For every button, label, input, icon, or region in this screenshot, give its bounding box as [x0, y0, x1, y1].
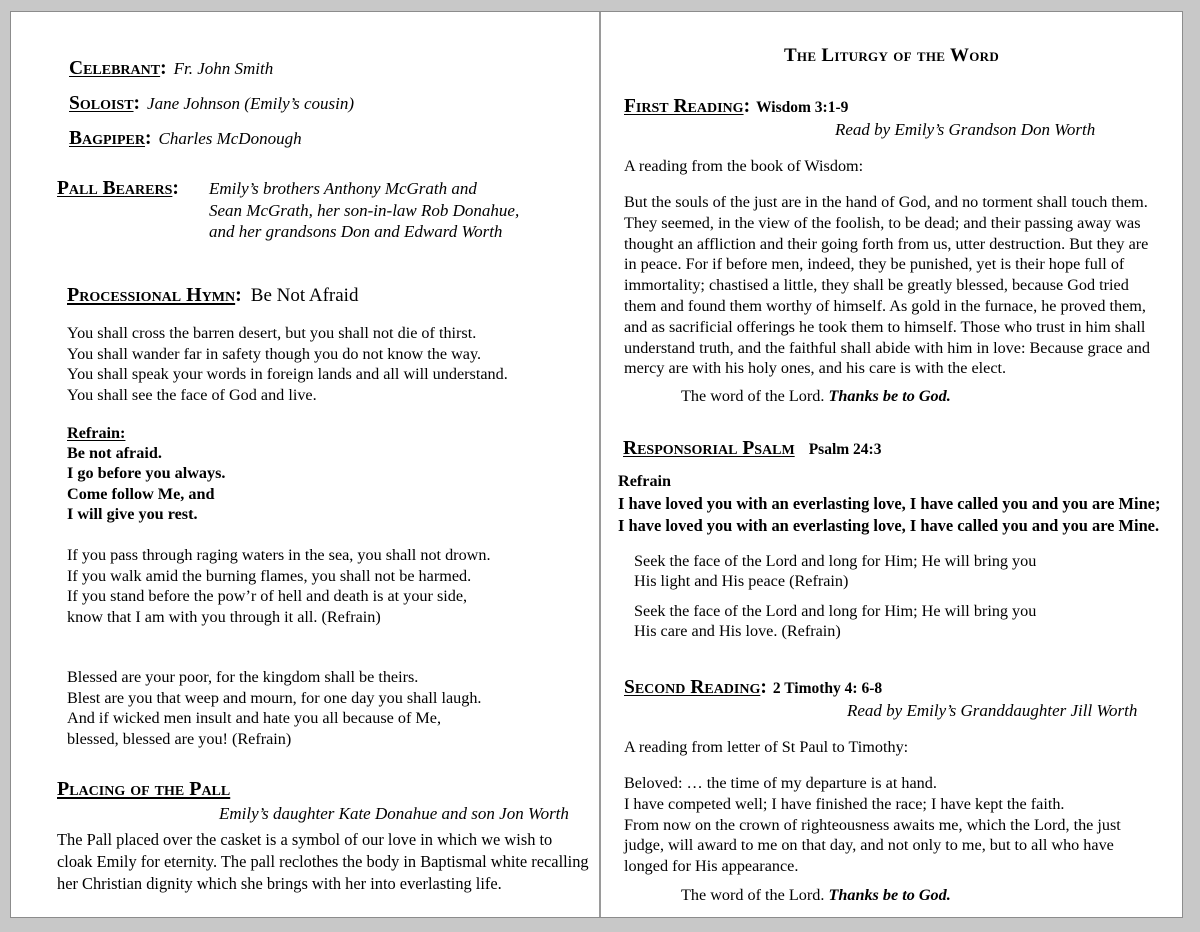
thanks-be-to-god-text: Thanks be to God. [828, 886, 951, 904]
roster-label-bagpiper: Bagpiper [69, 128, 146, 149]
pall-bearers-colon: : [172, 178, 179, 199]
hymn-line: And if wicked men insult and hate you all because of Me, [67, 709, 442, 728]
first-reading-citation: Wisdom 3:1-9 [756, 99, 849, 116]
psalm-refrain-line: I have loved you with an everlasting love, I have called you and you are Mine; [618, 494, 1161, 513]
roster-value-bagpiper: Charles McDonough [158, 129, 302, 148]
roster-value-celebrant: Fr. John Smith [173, 59, 274, 78]
pall-bearers-label: Pall Bearers [57, 178, 173, 199]
second-reading-intro: A reading from letter of St Paul to Timothy: [624, 738, 909, 756]
hymn-refrain-label: Refrain: [67, 424, 126, 442]
first-reading-colon: : [743, 96, 751, 117]
hymn-line: You shall speak your words in foreign lands and all will understand. [67, 365, 508, 384]
thanks-be-to-god-text: Thanks be to God. [828, 387, 951, 405]
roster-label-celebrant: Celebrant [69, 58, 161, 79]
hymn-refrain [67, 424, 567, 524]
hymn-refrain-line: I will give you rest. [67, 504, 198, 523]
roster-colon: : [145, 128, 152, 149]
hymn-line: Blest are you that weep and mourn, for one day you shall laugh. [67, 688, 482, 707]
processional-hymn-title: Be Not Afraid [250, 285, 359, 306]
placing-of-pall-label: Placing of the Pall [57, 778, 231, 800]
first-reading-label: First Reading [624, 96, 744, 117]
psalm-refrain-label: Refrain [618, 472, 672, 490]
hymn-verse-2 [67, 545, 567, 627]
psalm-verse-line: Seek the face of the Lord and long for Him; He will bring you [634, 552, 1037, 570]
second-reading-line: I have competed well; I have finished the race; I have kept the faith. [624, 794, 1065, 813]
hymn-line: blessed, blessed are you! (Refrain) [67, 729, 292, 748]
processional-hymn-heading [67, 284, 358, 307]
hymn-refrain-line: Be not afraid. [67, 444, 162, 462]
roster-value-soloist: Jane Johnson (Emily’s cousin) [147, 94, 354, 113]
responsorial-psalm-label: Responsorial Psalm [623, 438, 795, 459]
placing-of-pall-body: The Pall placed over the casket is a symbol of our love in which we wish to cloak Emily for eternity. The pall reclothes the body in Baptismal white recalling her Christian dignity which she brings with her into everlasting life. [57, 830, 589, 893]
first-reading-intro: A reading from the book of Wisdom: [624, 157, 864, 175]
hymn-refrain-lines [67, 443, 567, 524]
processional-hymn-colon: : [235, 284, 242, 306]
first-reading-reader: Read by Emily’s Grandson Don Worth [835, 120, 1096, 139]
second-reading-reader: Read by Emily’s Granddaughter Jill Worth [847, 701, 1138, 720]
second-reading-line: judge, will award to me on that day, and not only to me, but to all who have [624, 836, 1114, 855]
pall-bearers-line: and her grandsons Don and Edward Worth [209, 222, 503, 241]
hymn-line: You shall wander far in safety though you do not know the way. [67, 344, 482, 363]
pall-bearers-line: Emily’s brothers Anthony McGrath and [209, 179, 477, 198]
roster-row-soloist [69, 93, 579, 115]
pall-bearers-lines [209, 178, 577, 243]
liturgy-title: The Liturgy of the Word [783, 45, 1000, 66]
second-reading-citation: 2 Timothy 4: 6-8 [772, 680, 883, 697]
second-reading-line: Beloved: … the time of my departure is at hand. [624, 774, 937, 792]
psalm-refrain-line: I have loved you with an everlasting love, I have called you and you are Mine. [618, 515, 1160, 535]
responsorial-psalm-heading [623, 438, 881, 460]
psalm-refrain-lines [618, 493, 1160, 536]
second-reading-body [624, 773, 1169, 877]
placing-of-pall-credit: Emily’s daughter Kate Donahue and son Jon Worth [219, 804, 569, 823]
left-page [11, 12, 599, 917]
first-reading-heading [624, 96, 848, 118]
right-page [599, 12, 1182, 917]
second-reading-line: From now on the crown of righteousness awaits me, which the Lord, the just [624, 815, 1121, 834]
psalm-verse-line: His light and His peace (Refrain) [634, 571, 849, 590]
hymn-refrain-line: I go before you always. [67, 464, 226, 483]
psalm-verse-1 [634, 552, 1036, 591]
roster-colon: : [133, 93, 141, 114]
hymn-verse-1 [67, 323, 567, 405]
psalm-verse-line: Seek the face of the Lord and long for Him; He will bring you [634, 602, 1037, 620]
first-reading-closing [681, 387, 951, 406]
hymn-line: If you pass through raging waters in the sea, you shall not drown. [67, 546, 491, 564]
hymn-line: You shall see the face of God and live. [67, 385, 317, 404]
second-reading-closing [681, 886, 951, 905]
hymn-verse-3 [67, 667, 567, 749]
hymn-line: Blessed are your poor, for the kingdom shall be theirs. [67, 668, 419, 686]
pall-bearers-line: Sean McGrath, her son-in-law Rob Donahue, [209, 200, 520, 220]
pall-bearers-section [57, 178, 577, 243]
processional-hymn-label: Processional Hymn [67, 284, 236, 306]
second-reading-line: longed for His appearance. [624, 857, 799, 876]
hymn-line: You shall cross the barren desert, but you shall not die of thirst. [67, 324, 477, 342]
psalm-verse-line: His care and His love. (Refrain) [634, 621, 841, 640]
hymn-refrain-line: Come follow Me, and [67, 484, 215, 503]
hymn-line: know that I am with you through it all. (Refrain) [67, 607, 381, 626]
second-reading-label: Second Reading [624, 677, 761, 698]
first-reading-body: But the souls of the just are in the hand of God, and no torment shall touch them. They seemed, in the view of the foolish, to be dead; and their passing away was thought an affliction and their going forth from us, utter destruction. But they are in peace. For if before men, indeed, they be punished, yet is their hope full of immortality; chastised a little, they shall be greatly blessed, because God tried them and found them worthy of himself. As gold in the furnace, he proved them, and as sacrificial offerings he took them to himself. Those who trust in him shall understand truth, and the faithful shall abide with him in love: Because grace and mercy are with his holy ones, and his care is with the elect. [624, 193, 1150, 378]
psalm-verse-2 [634, 602, 1036, 641]
word-of-the-lord-text: The word of the Lord. [681, 886, 829, 904]
roster-row-bagpiper [69, 128, 579, 150]
responsorial-psalm-citation: Psalm 24:3 [808, 441, 882, 458]
word-of-the-lord-text: The word of the Lord. [681, 387, 829, 405]
program-spread [10, 11, 1183, 918]
roster-label-soloist: Soloist [69, 93, 134, 114]
roster-list [69, 58, 579, 163]
second-reading-heading [624, 677, 882, 699]
second-reading-colon: : [760, 677, 767, 698]
hymn-line: If you walk amid the burning flames, you shall not be harmed. [67, 566, 472, 585]
roster-row-celebrant [69, 58, 579, 80]
roster-colon: : [160, 58, 167, 79]
hymn-line: If you stand before the pow’r of hell and death is at your side, [67, 587, 468, 606]
